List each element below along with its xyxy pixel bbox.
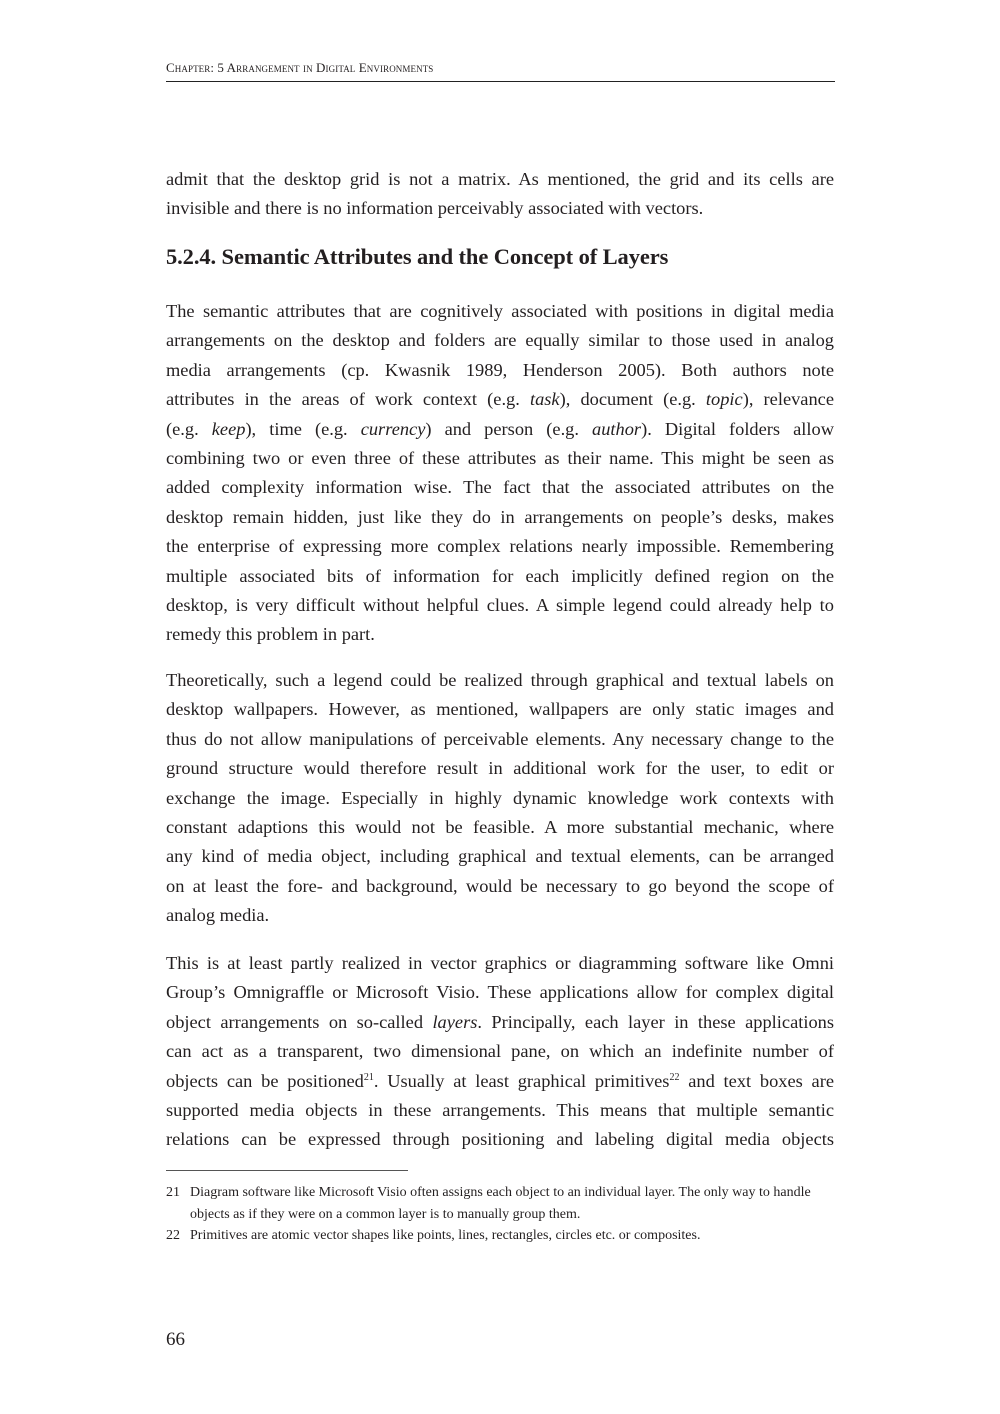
text-run: desktop remain hidden, just like they do in arrangements on people’s desks, makes xyxy=(166,506,834,527)
paragraph xyxy=(166,165,834,224)
text-line xyxy=(166,901,834,930)
text-run: can act as a transparent, two dimensional pane, on which an indefinite number of xyxy=(166,1041,834,1062)
text-run: attributes in the areas of work context (e.g. xyxy=(166,389,530,410)
text-run: This is at least partly realized in vector graphics or diagramming software like Omni xyxy=(166,953,834,973)
text-line xyxy=(166,620,834,649)
text-line xyxy=(166,591,834,620)
paragraph xyxy=(166,297,834,650)
text-run: The semantic attributes that are cognitively associated with positions in digital media xyxy=(166,301,834,321)
text-run: multiple associated bits of information for each implicitly defined region on the xyxy=(166,565,834,586)
text-line xyxy=(166,1008,834,1037)
text-run: (e.g. xyxy=(166,418,212,439)
emphasis: task xyxy=(529,389,560,410)
text-line xyxy=(166,1125,834,1154)
text-run: constant adaptions this would not be feasible. A more substantial mechanic, where xyxy=(166,816,834,837)
text-line xyxy=(166,1037,834,1066)
footnote-number: 22 xyxy=(166,1228,180,1243)
text-line xyxy=(166,1067,834,1096)
text-run: on at least the fore- and background, would be necessary to go beyond the scope of xyxy=(166,875,834,896)
text-line xyxy=(166,473,834,502)
text-line xyxy=(166,1096,834,1125)
text-run: admit that the desktop grid is not a matrix. As mentioned, the grid and its cells are xyxy=(166,169,834,189)
text-line xyxy=(166,754,834,783)
text-line xyxy=(166,813,834,842)
text-run: remedy this problem in part. xyxy=(166,624,375,645)
footnote-text: Diagram software like Microsoft Visio often assigns each object to an individual layer. The only way to handle objects as if they were on a common layer is to manually group them. xyxy=(190,1185,811,1222)
text-run: any kind of media object, including graphical and textual elements, can be arranged xyxy=(166,846,834,867)
text-line xyxy=(166,385,834,414)
running-header xyxy=(166,60,835,76)
text-line xyxy=(166,532,834,561)
emphasis: topic xyxy=(705,389,743,410)
text-line xyxy=(166,842,834,871)
text-run: ), time (e.g. xyxy=(245,418,361,439)
text-run: ), relevance xyxy=(742,389,834,410)
footnote-number: 21 xyxy=(166,1185,180,1200)
text-run: relations can be expressed through positioning and labeling digital media objects xyxy=(166,1129,834,1150)
text-run: ) and person (e.g. xyxy=(425,418,593,439)
text-line xyxy=(166,356,834,385)
text-run: arrangements on the desktop and folders are equally similar to those used in analog xyxy=(166,330,834,351)
text-line xyxy=(166,415,834,444)
emphasis: author xyxy=(592,418,642,439)
text-line xyxy=(166,326,834,355)
text-run: Theoretically, such a legend could be realized through graphical and textual labels on xyxy=(166,670,834,690)
text-run: analog media. xyxy=(166,905,270,926)
text-run: desktop, is very difficult without helpful clues. A simple legend could already help to xyxy=(166,594,834,615)
emphasis: currency xyxy=(360,418,426,439)
text-run: ). Digital folders allow xyxy=(641,418,834,439)
text-line xyxy=(166,444,834,473)
text-line xyxy=(166,978,834,1007)
paragraph xyxy=(166,949,834,1155)
text-run: . Principally, each layer in these applications xyxy=(477,1011,834,1032)
text-run: Group’s Omnigraffle or Microsoft Visio. These applications allow for complex digital xyxy=(166,982,834,1003)
text-line xyxy=(166,695,834,724)
footnote xyxy=(166,1225,836,1247)
paragraph xyxy=(166,666,834,931)
text-run: invisible and there is no information perceivably associated with vectors. xyxy=(166,198,704,219)
text-line xyxy=(166,562,834,591)
text-line xyxy=(166,949,834,978)
footnote-ref: 21 xyxy=(363,1071,374,1083)
text-line xyxy=(166,297,834,326)
text-run: supported media objects in these arrangements. This means that multiple semantic xyxy=(166,1099,834,1120)
text-run: . Usually at least graphical primitives xyxy=(373,1070,670,1091)
chapter-title: Chapter: 5 Arrangement in Digital Environments xyxy=(166,60,434,75)
footnote xyxy=(166,1182,836,1225)
text-run: ), document (e.g. xyxy=(559,389,706,410)
header-rule xyxy=(166,81,835,82)
text-line xyxy=(166,872,834,901)
text-run: ground structure would therefore result in additional work for the user, to edit or xyxy=(166,758,834,779)
text-line xyxy=(166,194,834,223)
emphasis: keep xyxy=(211,418,246,439)
text-line xyxy=(166,725,834,754)
text-run: desktop wallpapers. However, as mentioned, wallpapers are only static images and xyxy=(166,699,834,720)
text-run: media arrangements (cp. Kwasnik 1989, Henderson 2005). Both authors note xyxy=(166,359,834,380)
section-heading: 5.2.4. Semantic Attributes and the Concept of Layers xyxy=(166,244,669,269)
text-run: thus do not allow manipulations of perceivable elements. Any necessary change to the xyxy=(166,728,834,749)
emphasis: layers xyxy=(432,1011,478,1032)
text-run: added complexity information wise. The fact that the associated attributes on the xyxy=(166,477,834,498)
text-run: combining two or even three of these attributes as their name. This might be seen as xyxy=(166,447,834,468)
text-line xyxy=(166,784,834,813)
page-number: 66 xyxy=(166,1329,185,1350)
text-line xyxy=(166,503,834,532)
text-run: object arrangements on so-called xyxy=(166,1011,433,1032)
footnote-text: Primitives are atomic vector shapes like points, lines, rectangles, circles etc. or composites. xyxy=(190,1228,701,1243)
footnote-rule xyxy=(166,1170,408,1171)
text-run: the enterprise of expressing more complex relations nearly impossible. Remembering xyxy=(166,536,834,557)
text-run: objects can be positioned xyxy=(166,1070,364,1091)
text-run: exchange the image. Especially in highly dynamic knowledge work contexts with xyxy=(166,787,834,808)
text-line xyxy=(166,666,834,695)
text-run: and text boxes are xyxy=(679,1070,834,1091)
footnote-ref: 22 xyxy=(669,1071,680,1083)
text-line xyxy=(166,165,834,194)
